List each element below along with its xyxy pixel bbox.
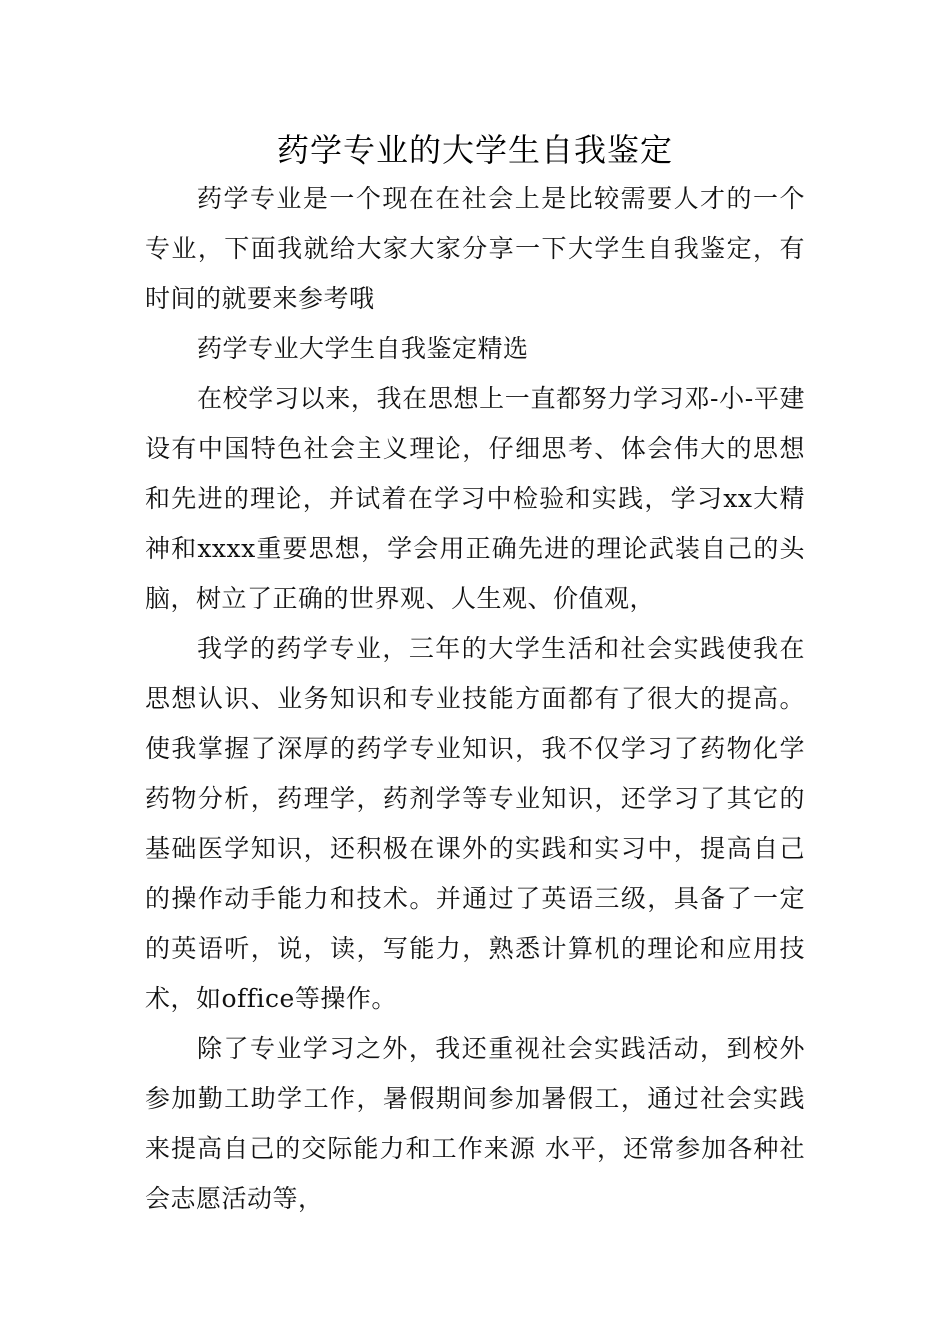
- body-paragraph-thought: 在校学习以来，我在思想上一直都努力学习邓-小-平建设有中国特色社会主义理论，仔细思考、体会伟大的思想和先进的理论，并试着在学习中检验和实践，学习xx大精神和xxxx重要思想，学会用正确先进的理论武装自己的头脑，树立了正确的世界观、人生观、价值观，: [145, 384, 805, 613]
- body-paragraph-study: 我学的药学专业，三年的大学生活和社会实践使我在思想认识、业务知识和专业技能方面都有了很大的提高。使我掌握了深厚的药学专业知识，我不仅学习了药物化学药物分析，药理学，药剂学等专业知识，还学习了其它的基础医学知识，还积极在课外的实践和实习中，提高自己的操作动手能力和技术。并通过了英语三级，具备了一定的英语听，说，读，写能力，熟悉计算机的理论和应用技术，如office等操作。: [145, 634, 805, 1013]
- document-body: [145, 174, 805, 1224]
- body-paragraph-practice: 除了专业学习之外，我还重视社会实践活动，到校外参加勤工助学工作，暑假期间参加暑假工，通过社会实践来提高自己的交际能力和工作来源 水平，还常参加各种社会志愿活动等，: [145, 1034, 805, 1213]
- document-title: 药学专业的大学生自我鉴定: [276, 131, 673, 169]
- section-heading: 药学专业大学生自我鉴定精选: [197, 334, 529, 363]
- intro-paragraph: 药学专业是一个现在在社会上是比较需要人才的一个专业，下面我就给大家大家分享一下大学生自我鉴定，有时间的就要来参考哦: [145, 184, 805, 313]
